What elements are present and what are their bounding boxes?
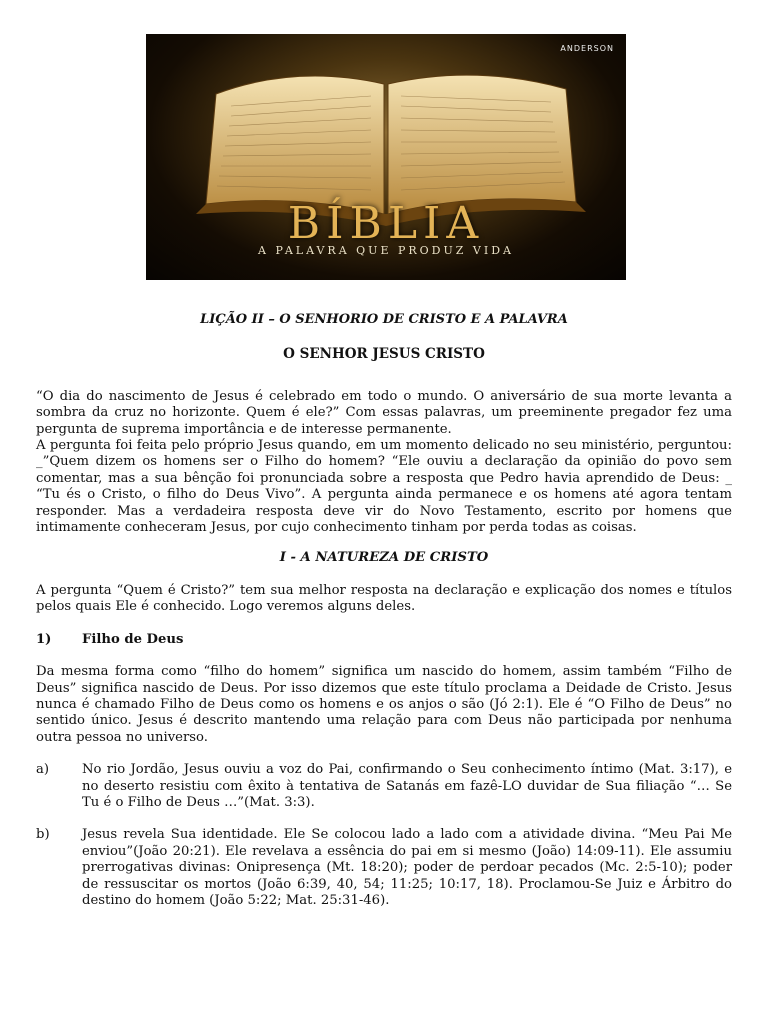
anderson-logo: ANDERSON <box>560 44 614 53</box>
subsection-paragraph: Da mesma forma como “filho do homem” significa um nascido do homem, assim também “Filho de Deus” significa nascido de Deus. Por isso dizemos que este título proclama a Deidade de Cristo. Jesus nunca é chamado Filho de Deus como os homens e os anjos o são (Jó 2:1). Ele é “O Filho de Deus” no sentido único. Jesus é descrito mantendo uma relação para com Deus não participada por nenhuma outra pessoa no universo. <box>36 664 732 745</box>
document-body <box>36 312 732 909</box>
intro-paragraph-1: “O dia do nascimento de Jesus é celebrado em todo o mundo. O aniversário de sua morte levanta a sombra da cruz no horizonte. Quem é ele?” Com essas palavras, um preeminente pregador fez uma pergunta de suprema importância e de interesse permanente. <box>36 388 732 437</box>
banner-title: BÍBLIA <box>287 198 485 249</box>
list-item <box>36 827 732 909</box>
list-text: No rio Jordão, Jesus ouviu a voz do Pai, confirmando o Seu conhecimento íntimo (Mat. 3:17), e no deserto resistiu com êxito à tentativa de Satanás em fazê-LO duvidar de Sua filiação “… Se Tu é o Filho de Deus …”(Mat. 3:3). <box>82 762 732 810</box>
bible-banner-image <box>146 34 626 280</box>
banner-subtitle: A PALAVRA QUE PRODUZ VIDA <box>258 244 514 257</box>
subsection-title: Filho de Deus <box>82 631 184 647</box>
page-heading: O SENHOR JESUS CRISTO <box>283 346 485 363</box>
list-marker: b) <box>36 827 50 843</box>
subsection-heading <box>36 632 732 648</box>
intro-paragraph-2: A pergunta foi feita pelo próprio Jesus quando, em um momento delicado no seu ministério, perguntou: _”Quem dizem os homens ser o Filho do homem? “Ele ouviu a declaração da opinião do povo sem comentar, mas a sua bênção foi pronunciada sobre a resposta que Pedro havia aprendido de Deus: _ “Tu és o Cristo, o filho do Deus Vivo”. A pergunta ainda permanece e os homens até agora tentam responder. Mas a verdadeira resposta deve vir do Novo Testamento, escrito por homens que intimamente conheceram Jesus, por cujo conhecimento tinham por perda todas as coisas. <box>36 438 732 536</box>
section-title: I - A NATUREZA DE CRISTO <box>279 550 489 566</box>
list-item <box>36 762 732 811</box>
lesson-title: LIÇÃO II – O SENHORIO DE CRISTO E A PALAVRA <box>200 312 568 327</box>
subsection-number: 1) <box>36 631 52 647</box>
list-text: Jesus revela Sua identidade. Ele Se colocou lado a lado com a atividade divina. “Meu Pai Me enviou”(João 20:21). Ele revelava a essência do pai em si mesmo (João) 14:09-11). Ele assumiu prerrogativas divinas: Onipresença (Mt. 18:20); poder de perdoar pecados (Mc. 2:5-10); poder de ressuscitar os mortos (João 6:39, 40, 54; 11:25; 10:17, 18). Proclamou-Se Juiz e Árbitro do destino do homem (João 5:22; Mat. 25:31-46). <box>82 827 732 908</box>
list-marker: a) <box>36 762 50 778</box>
section-paragraph: A pergunta “Quem é Cristo?” tem sua melhor resposta na declaração e explicação dos nomes e títulos pelos quais Ele é conhecido. Logo veremos alguns deles. <box>36 582 732 615</box>
